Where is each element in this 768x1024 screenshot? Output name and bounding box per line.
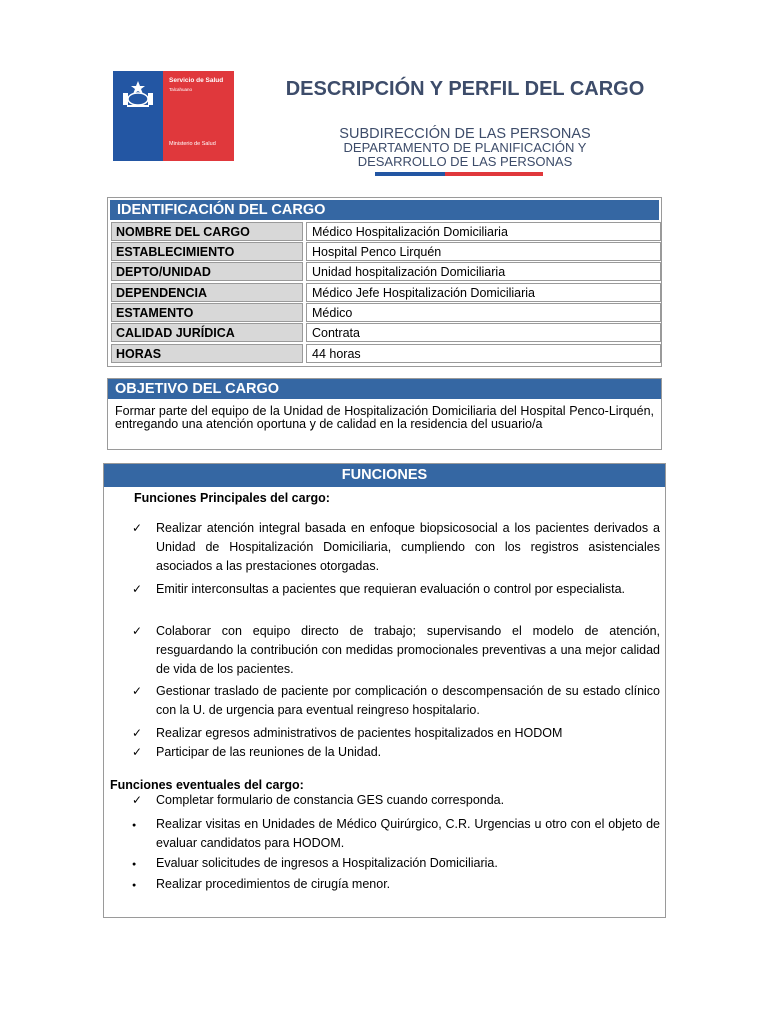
ministry-logo (113, 71, 234, 161)
check-icon: ✓ (132, 684, 143, 698)
list-item (132, 724, 660, 743)
list-item-text: Completar formulario de constancia GES cuando corresponda. (156, 793, 505, 807)
list-item-text: Colaborar con equipo directo de trabajo; supervisando el modelo de atención, resguardando la contribución con medidas promocionales preventivas a una mejor calidad de vida de los pacientes. (156, 624, 660, 676)
subtitle-departamento: DEPARTAMENTO DE PLANIFICACIÓN Y (343, 140, 587, 155)
objective-section (107, 378, 662, 450)
objective-text: Formar parte del equipo de la Unidad de Hospitalización Domiciliaria del Hospital Penco-Lirquén, entregando una atención oportuna y de calidad en la residencia del usuario/a (115, 404, 654, 431)
list-item-text: Realizar egresos administrativos de pacientes hospitalizados en HODOM (156, 726, 563, 740)
id-label: NOMBRE DEL CARGO (111, 222, 303, 241)
check-icon: ✓ (132, 745, 143, 759)
list-item (132, 875, 660, 894)
list-item-text: Emitir interconsultas a pacientes que requieran evaluación o control por especialista. (156, 582, 626, 596)
bullet-icon: ● (132, 861, 137, 868)
main-functions-title: Funciones Principales del cargo: (134, 491, 330, 505)
header-stripe (375, 172, 543, 176)
list-item (132, 854, 660, 873)
id-value: Médico Jefe Hospitalización Domiciliaria (306, 283, 661, 302)
list-item (132, 519, 660, 576)
id-label: ESTAMENTO (111, 303, 303, 322)
bullet-icon: ● (132, 822, 137, 829)
id-label: CALIDAD JURÍDICA (111, 323, 303, 342)
list-item (132, 580, 660, 599)
logo-blue-panel (113, 71, 163, 161)
objective-heading: OBJETIVO DEL CARGO (108, 379, 661, 399)
check-icon: ✓ (132, 793, 143, 807)
identification-section (107, 197, 662, 367)
id-value: Unidad hospitalización Domiciliaria (306, 262, 661, 281)
list-item-text: Realizar visitas en Unidades de Médico Quirúrgico, C.R. Urgencias u otro con el objeto de evaluar candidatos para HODOM. (156, 817, 660, 850)
id-value: 44 horas (306, 344, 661, 363)
id-value: Contrata (306, 323, 661, 342)
list-item (132, 791, 660, 810)
id-label: HORAS (111, 344, 303, 363)
logo-service-name: Servicio de Salud (169, 77, 224, 84)
list-item (132, 815, 660, 853)
id-value: Médico (306, 303, 661, 322)
check-icon: ✓ (132, 726, 143, 740)
functions-section (103, 463, 666, 918)
id-label: ESTABLECIMIENTO (111, 242, 303, 261)
identification-heading: IDENTIFICACIÓN DEL CARGO (110, 200, 659, 220)
list-item-text: Realizar atención integral basada en enfoque biopsicosocial a los pacientes derivados a Unidad de Hospitalización Domiciliaria, cumpliendo con los registros asistenciales asociados a las prestaciones otorgadas. (156, 521, 660, 573)
list-item-text: Participar de las reuniones de la Unidad. (156, 745, 382, 759)
id-label: DEPTO/UNIDAD (111, 262, 303, 281)
functions-heading: FUNCIONES (104, 464, 665, 487)
list-item-text: Evaluar solicitudes de ingresos a Hospitalización Domiciliaria. (156, 856, 498, 870)
list-item (132, 622, 660, 679)
check-icon: ✓ (132, 521, 143, 535)
subtitle-desarrollo: DESARROLLO DE LAS PERSONAS (357, 154, 573, 169)
list-item-text: Realizar procedimientos de cirugía menor. (156, 877, 391, 891)
check-icon: ✓ (132, 624, 143, 638)
bullet-icon: ● (132, 882, 137, 889)
list-item (132, 682, 660, 720)
id-label: DEPENDENCIA (111, 283, 303, 302)
subtitle-subdireccion: SUBDIRECCIÓN DE LAS PERSONAS (339, 126, 591, 142)
page-title: DESCRIPCIÓN Y PERFIL DEL CARGO (285, 78, 645, 100)
check-icon: ✓ (132, 582, 143, 596)
logo-service-sub: Talcahuano (169, 87, 193, 92)
list-item (132, 743, 660, 762)
id-value: Médico Hospitalización Domiciliaria (306, 222, 661, 241)
eventual-functions-title: Funciones eventuales del cargo: (110, 778, 304, 792)
id-value: Hospital Penco Lirquén (306, 242, 661, 261)
coat-of-arms-icon (119, 79, 157, 109)
logo-ministry: Ministerio de Salud (169, 141, 216, 147)
list-item-text: Gestionar traslado de paciente por complicación o descompensación de su estado clínico con la U. de urgencia para eventual reingreso hospitalario. (156, 684, 660, 717)
